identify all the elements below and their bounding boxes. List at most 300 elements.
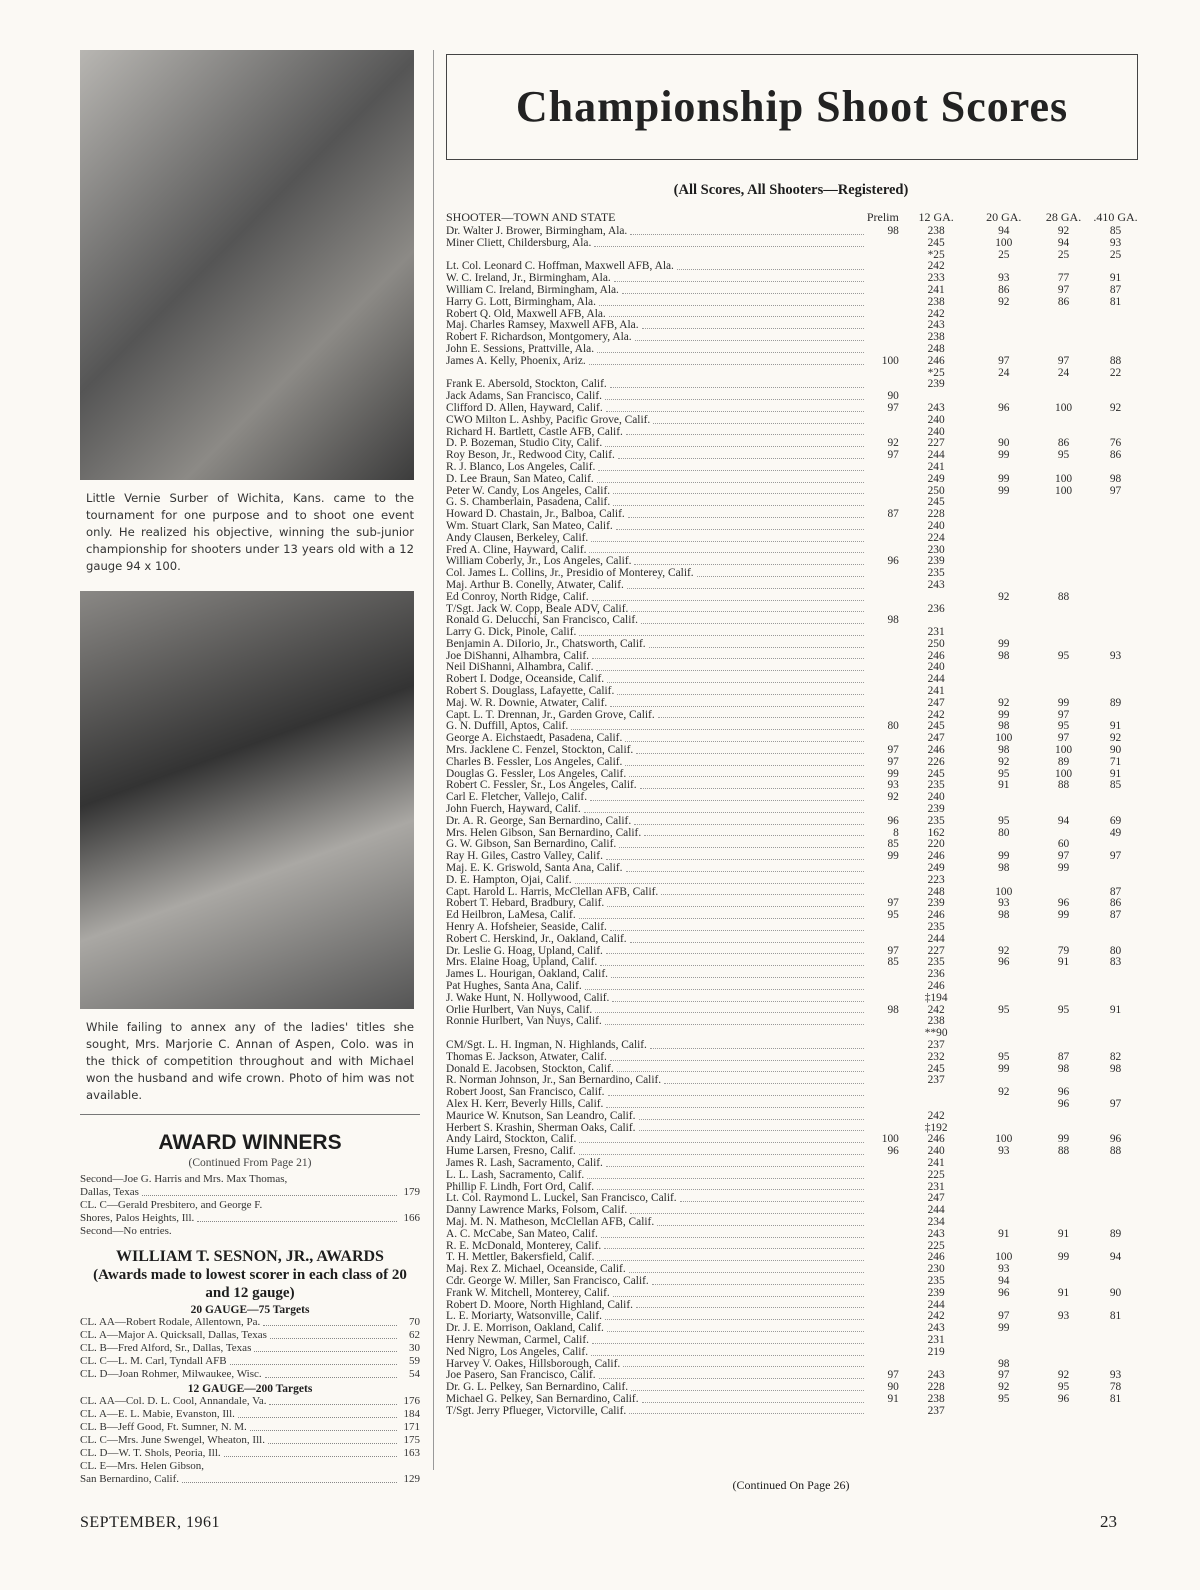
score-410ga: 86 xyxy=(1109,897,1122,910)
award-text: Shores, Palos Heights, Ill. xyxy=(80,1212,195,1224)
shooter-name: Ed Conroy, North Ridge, Calif. xyxy=(446,591,589,603)
score-410ga xyxy=(1091,875,1140,887)
table-row xyxy=(446,733,1140,745)
score-12ga: 238 xyxy=(927,1015,945,1028)
score-410ga xyxy=(1091,497,1140,509)
score-28ga xyxy=(1036,1193,1091,1205)
gauge20-text: CL. B—Fred Alford, Sr., Dallas, Texas xyxy=(80,1342,252,1354)
gauge20-text: CL. D—Joan Rohmer, Milwaukee, Wisc. xyxy=(80,1368,262,1380)
table-row xyxy=(446,1028,1140,1040)
shooter-name: Cdr. George W. Miller, San Francisco, Calif. xyxy=(446,1275,649,1287)
shooter-name: R. Norman Johnson, Jr., San Bernardino, Calif. xyxy=(446,1075,662,1087)
shooter-cell xyxy=(446,556,866,568)
leader-dots xyxy=(606,1099,863,1108)
shooter-name: Roy Beson, Jr., Redwood City, Calif. xyxy=(446,450,615,462)
prelim-score xyxy=(866,1205,901,1217)
score-12ga: 240 xyxy=(927,413,945,426)
score-12ga: 242 xyxy=(927,708,945,721)
score-410ga: 81 xyxy=(1109,1310,1122,1323)
shooter-name: John Fuerch, Hayward, Calif. xyxy=(446,804,581,816)
prelim-score xyxy=(866,674,901,686)
shooter-name: Pat Hughes, Santa Ana, Calif. xyxy=(446,981,582,992)
shooter-name: Carl E. Fletcher, Vallejo, Calif. xyxy=(446,792,588,804)
shooter-cell xyxy=(446,1075,866,1087)
score-20ga: 91 xyxy=(998,779,1010,792)
photo-vernie-surber xyxy=(80,50,414,480)
leader-dots xyxy=(268,1443,397,1444)
shooter-cell xyxy=(446,1382,866,1394)
gauge20-line xyxy=(80,1368,420,1381)
leader-dots xyxy=(657,1217,863,1226)
score-410ga xyxy=(1091,1406,1140,1418)
score-12ga: 242 xyxy=(927,260,945,273)
table-row xyxy=(446,757,1140,769)
prelim-score: 92 xyxy=(887,437,899,450)
table-row xyxy=(446,450,1140,462)
score-410ga: 97 xyxy=(1109,850,1122,863)
score-28ga xyxy=(1036,993,1091,1005)
score-12ga: 228 xyxy=(927,508,945,521)
score-28ga: 96 xyxy=(1057,1097,1070,1110)
shooter-name: Howard D. Chastain, Jr., Balboa, Calif. xyxy=(446,509,625,521)
table-row xyxy=(446,887,1140,899)
score-410ga xyxy=(1091,1075,1140,1087)
shooter-cell xyxy=(446,627,866,639)
shooter-cell xyxy=(446,1288,866,1300)
shooter-name: G. N. Duffill, Aptos, Calif. xyxy=(446,721,569,733)
score-20ga xyxy=(971,545,1036,557)
score-12ga: 235 xyxy=(927,1274,945,1287)
score-12ga: 223 xyxy=(927,873,945,886)
shooter-cell xyxy=(446,285,866,297)
score-28ga xyxy=(1036,1016,1091,1028)
prelim-score: 85 xyxy=(887,838,899,851)
shooter-name: Frank W. Mitchell, Monterey, Calif. xyxy=(446,1287,610,1299)
table-row xyxy=(446,651,1140,663)
leader-dots xyxy=(653,415,863,424)
score-28ga: 92 xyxy=(1057,225,1070,237)
prelim-score xyxy=(866,1311,901,1323)
score-28ga xyxy=(1036,615,1091,627)
prelim-score xyxy=(866,1217,901,1229)
leader-dots xyxy=(625,757,863,766)
shooter-cell xyxy=(446,1347,866,1359)
leader-dots xyxy=(606,1158,864,1167)
score-410ga xyxy=(1091,1170,1140,1182)
table-row xyxy=(446,1217,1140,1229)
score-12ga: 245 xyxy=(927,236,945,249)
leader-dots xyxy=(269,1404,397,1405)
leader-dots xyxy=(613,486,863,495)
score-12ga: 241 xyxy=(927,283,945,296)
score-20ga xyxy=(971,1193,1036,1205)
leader-dots xyxy=(635,332,864,341)
score-12ga: 240 xyxy=(927,1145,945,1158)
leader-dots xyxy=(607,1323,864,1332)
shooter-cell xyxy=(446,604,866,616)
score-28ga xyxy=(1036,1217,1091,1229)
table-row xyxy=(446,1123,1140,1135)
prelim-score xyxy=(866,1087,901,1099)
prelim-score xyxy=(866,1028,901,1040)
score-28ga: 88 xyxy=(1057,779,1070,792)
shooter-name: Herbert S. Krashin, Sherman Oaks, Calif. xyxy=(446,1122,636,1134)
score-12ga: *25 xyxy=(927,366,945,379)
shooter-name: L. L. Lash, Sacramento, Calif. xyxy=(446,1169,585,1181)
prelim-score: 100 xyxy=(881,1133,899,1146)
shooter-name: D. E. Hampton, Ojai, Calif. xyxy=(446,874,572,886)
score-410ga: 88 xyxy=(1109,354,1122,367)
score-12ga: 239 xyxy=(927,555,945,568)
shooter-cell xyxy=(446,1264,866,1276)
score-20ga: 86 xyxy=(998,283,1010,296)
score-20ga: 100 xyxy=(995,1251,1013,1264)
table-row xyxy=(446,1111,1140,1123)
score-12ga: 235 xyxy=(927,779,945,792)
continued-note: (Continued On Page 26) xyxy=(732,1478,850,1492)
table-row xyxy=(446,580,1140,592)
shooter-name: Maj. M. N. Matheson, McClellan AFB, Calif. xyxy=(446,1216,655,1228)
leader-dots xyxy=(605,1311,864,1320)
shooter-cell xyxy=(446,1040,866,1052)
score-410ga: 89 xyxy=(1109,696,1122,709)
leader-dots xyxy=(630,934,864,943)
score-12ga: 231 xyxy=(927,1180,945,1193)
shooter-cell xyxy=(446,898,866,910)
score-20ga: 92 xyxy=(998,1381,1010,1394)
gauge12-score: 171 xyxy=(403,1421,420,1433)
score-410ga xyxy=(1091,509,1140,521)
shooter-cell xyxy=(446,332,866,344)
shooter-cell xyxy=(446,320,866,332)
leader-dots xyxy=(589,356,864,365)
leader-dots xyxy=(631,604,863,613)
leader-dots xyxy=(250,1430,397,1431)
score-410ga: 92 xyxy=(1109,401,1122,414)
shooter-name: L. E. Moriarty, Watsonville, Calif. xyxy=(446,1311,602,1323)
prelim-score xyxy=(866,533,901,545)
score-20ga xyxy=(971,320,1036,332)
leader-dots xyxy=(641,615,863,624)
leader-dots xyxy=(600,957,863,966)
score-20ga xyxy=(971,969,1036,981)
shooter-name: James L. Hourigan, Oakland, Calif. xyxy=(446,969,608,981)
score-12ga: 227 xyxy=(927,944,945,957)
shooter-cell xyxy=(446,1394,866,1406)
score-20ga: 96 xyxy=(998,401,1010,414)
prelim-score: 90 xyxy=(887,1381,899,1394)
table-row xyxy=(446,1276,1140,1288)
shooter-cell xyxy=(446,1193,866,1205)
shooter-cell xyxy=(446,1111,866,1123)
shooter-name: Ronald G. Delucchi, San Francisco, Calif. xyxy=(446,615,639,627)
score-12ga: 220 xyxy=(927,838,945,851)
shooter-name: Maj. E. K. Griswold, Santa Ana, Calif. xyxy=(446,863,623,875)
shooter-cell xyxy=(446,1252,866,1264)
score-20ga xyxy=(971,993,1036,1005)
leader-dots xyxy=(263,1325,397,1326)
score-28ga xyxy=(1036,320,1091,332)
shooter-cell xyxy=(446,946,866,958)
score-20ga: 99 xyxy=(998,1322,1010,1335)
gauge12-lines xyxy=(80,1395,420,1486)
table-row xyxy=(446,1241,1140,1253)
score-28ga: 99 xyxy=(1057,1251,1070,1264)
shooter-cell xyxy=(446,497,866,509)
score-12ga: 245 xyxy=(927,496,945,509)
award-score: 179 xyxy=(403,1186,420,1198)
prelim-score: 91 xyxy=(887,1392,899,1405)
shooter-cell xyxy=(446,450,866,462)
left-column xyxy=(80,50,420,1486)
table-row xyxy=(446,320,1140,332)
score-410ga xyxy=(1091,533,1140,545)
shooter-cell xyxy=(446,438,866,450)
table-row xyxy=(446,1300,1140,1312)
table-row xyxy=(446,1016,1140,1028)
table-row xyxy=(446,698,1140,710)
score-410ga: 87 xyxy=(1109,885,1122,898)
shooter-cell xyxy=(446,273,866,285)
score-410ga: 22 xyxy=(1109,366,1122,379)
award-line xyxy=(80,1212,420,1225)
shooter-cell xyxy=(446,934,866,946)
score-12ga: 225 xyxy=(927,1239,945,1252)
score-410ga: 97 xyxy=(1109,1097,1122,1110)
table-row xyxy=(446,1370,1140,1382)
award-line xyxy=(80,1199,420,1212)
shooter-name: William Coberly, Jr., Los Angeles, Calif. xyxy=(446,556,632,568)
gauge12-score: 163 xyxy=(403,1447,420,1459)
table-row xyxy=(446,438,1140,450)
gauge12-line xyxy=(80,1447,420,1460)
shooter-name: William C. Ireland, Birmingham, Ala. xyxy=(446,284,619,296)
shooter-name: Peter W. Candy, Los Angeles, Calif. xyxy=(446,485,611,497)
score-28ga: 91 xyxy=(1057,956,1070,969)
score-12ga: 162 xyxy=(927,826,945,839)
leader-dots xyxy=(585,981,864,990)
score-28ga: 89 xyxy=(1057,755,1070,768)
score-28ga: 97 xyxy=(1057,732,1070,745)
score-12ga: 237 xyxy=(927,1074,945,1087)
score-20ga xyxy=(971,1016,1036,1028)
gauge20-score: 59 xyxy=(409,1355,420,1367)
score-12ga: 235 xyxy=(927,567,945,580)
shooter-name: George A. Eichstaedt, Pasadena, Calif. xyxy=(446,733,623,745)
table-row xyxy=(446,1229,1140,1241)
score-410ga xyxy=(1091,639,1140,651)
score-28ga: 88 xyxy=(1057,590,1070,603)
page-title: Championship Shoot Scores xyxy=(515,82,1069,131)
score-12ga: *25 xyxy=(927,248,945,261)
score-28ga xyxy=(1036,1158,1091,1170)
table-row xyxy=(446,851,1140,863)
prelim-score: 85 xyxy=(887,956,899,969)
shooter-cell xyxy=(446,769,866,781)
score-20ga: 95 xyxy=(998,1003,1010,1016)
score-410ga xyxy=(1091,1193,1140,1205)
table-row xyxy=(446,804,1140,816)
score-410ga xyxy=(1091,627,1140,639)
shooter-cell xyxy=(446,639,866,651)
table-row xyxy=(446,415,1140,427)
score-410ga xyxy=(1091,863,1140,875)
prelim-score: 100 xyxy=(881,354,899,367)
score-410ga: 93 xyxy=(1109,649,1122,662)
table-row xyxy=(446,427,1140,439)
prelim-score: 97 xyxy=(887,744,899,757)
leader-dots xyxy=(634,556,863,565)
prelim-score xyxy=(866,651,901,663)
shooter-cell xyxy=(446,828,866,840)
score-410ga xyxy=(1091,792,1140,804)
table-row xyxy=(446,1005,1140,1017)
score-12ga: 234 xyxy=(927,1215,945,1228)
leader-dots xyxy=(601,1229,864,1238)
gauge12-text: CL. D—W. T. Shols, Peoria, Ill. xyxy=(80,1447,221,1459)
shooter-name: Fred A. Cline, Hayward, Calif. xyxy=(446,544,587,556)
prelim-score: 98 xyxy=(887,1003,899,1016)
score-28ga: 97 xyxy=(1057,708,1070,721)
table-row xyxy=(446,934,1140,946)
score-410ga: 90 xyxy=(1109,744,1122,757)
score-28ga xyxy=(1036,1276,1091,1288)
score-28ga: 95 xyxy=(1057,1003,1070,1016)
table-row xyxy=(446,1146,1140,1158)
prelim-score xyxy=(866,863,901,875)
table-row xyxy=(446,250,1140,262)
shooter-name: Charles B. Fessler, Los Angeles, Calif. xyxy=(446,756,623,768)
prelim-score: 95 xyxy=(887,909,899,922)
score-410ga: 91 xyxy=(1109,720,1122,733)
score-28ga: 99 xyxy=(1057,696,1070,709)
award-line xyxy=(80,1225,420,1238)
award-text: CL. C—Gerald Presbitero, and George F. xyxy=(80,1199,263,1211)
shooter-name: T/Sgt. Jack W. Copp, Beale ADV, Calif. xyxy=(446,603,629,615)
score-12ga: 242 xyxy=(927,1310,945,1323)
gauge20-line xyxy=(80,1355,420,1368)
table-row xyxy=(446,486,1140,498)
table-header xyxy=(446,210,1140,224)
score-20ga xyxy=(971,1111,1036,1123)
score-20ga: 98 xyxy=(998,744,1010,757)
score-28ga: 97 xyxy=(1057,850,1070,863)
leader-dots xyxy=(627,580,864,589)
score-12ga: 238 xyxy=(927,225,945,237)
gauge12-text: CL. B—Jeff Good, Ft. Sumner, N. M. xyxy=(80,1421,247,1433)
score-410ga: 69 xyxy=(1109,814,1122,827)
shooter-name: Mrs. Helen Gibson, San Bernardino, Calif. xyxy=(446,827,642,839)
score-20ga xyxy=(971,580,1036,592)
shooter-cell xyxy=(446,427,866,439)
score-28ga xyxy=(1036,1264,1091,1276)
score-410ga xyxy=(1091,521,1140,533)
table-row xyxy=(446,332,1140,344)
score-12ga xyxy=(901,1087,972,1099)
score-12ga: 244 xyxy=(927,1298,945,1311)
score-28ga: 87 xyxy=(1057,1050,1070,1063)
table-row xyxy=(446,1158,1140,1170)
shooter-name: Harry G. Lott, Birmingham, Ala. xyxy=(446,296,596,308)
prelim-score xyxy=(866,1323,901,1335)
score-410ga: 91 xyxy=(1109,1003,1122,1016)
table-row xyxy=(446,285,1140,297)
score-20ga: 99 xyxy=(998,484,1010,497)
shooter-name: Maj. W. R. Downie, Atwater, Calif. xyxy=(446,697,608,709)
leader-dots xyxy=(599,1370,864,1379)
score-12ga: 232 xyxy=(927,1050,945,1063)
score-20ga: 97 xyxy=(998,1310,1010,1323)
leader-dots xyxy=(607,674,863,683)
score-20ga: 93 xyxy=(998,1145,1010,1158)
table-row xyxy=(446,509,1140,521)
score-12ga: 227 xyxy=(927,437,945,450)
shooter-cell xyxy=(446,509,866,521)
score-410ga: 71 xyxy=(1109,755,1122,768)
leader-dots xyxy=(142,1195,397,1196)
shooter-cell xyxy=(446,309,866,321)
scores-table xyxy=(446,210,1140,1417)
shooter-name: Danny Lawrence Marks, Folsom, Calif. xyxy=(446,1205,628,1217)
leader-dots xyxy=(629,769,863,778)
prelim-score: 96 xyxy=(887,1145,899,1158)
leader-dots xyxy=(592,1335,864,1344)
score-20ga: 100 xyxy=(995,236,1013,249)
prelim-score xyxy=(866,1193,901,1205)
table-row xyxy=(446,1311,1140,1323)
score-28ga xyxy=(1036,875,1091,887)
photo-marjorie-annan xyxy=(80,591,414,1009)
table-row xyxy=(446,273,1140,285)
prelim-score: 92 xyxy=(887,791,899,804)
score-12ga: 238 xyxy=(927,1392,945,1405)
shooter-cell xyxy=(446,592,866,604)
shooter-name: Robert C. Herskind, Jr., Oakland, Calif. xyxy=(446,933,627,945)
score-20ga: 100 xyxy=(995,885,1013,898)
shooter-name: Lt. Col. Leonard C. Hoffman, Maxwell AFB, Ala. xyxy=(446,261,674,273)
leader-dots xyxy=(589,545,863,554)
table-row xyxy=(446,297,1140,309)
score-28ga xyxy=(1036,533,1091,545)
shooter-name: Robert S. Douglass, Lafayette, Calif. xyxy=(446,686,615,698)
prelim-score xyxy=(866,698,901,710)
shooter-name: Maj. Arthur B. Conelly, Atwater, Calif. xyxy=(446,579,624,591)
score-28ga: 77 xyxy=(1057,272,1070,285)
table-row xyxy=(446,792,1140,804)
score-410ga xyxy=(1091,309,1140,321)
score-28ga xyxy=(1036,415,1091,427)
score-20ga: 99 xyxy=(998,449,1010,462)
shooter-name: Maj. Charles Ramsey, Maxwell AFB, Ala. xyxy=(446,320,639,332)
shooter-cell xyxy=(446,910,866,922)
table-row xyxy=(446,875,1140,887)
table-row xyxy=(446,910,1140,922)
gauge20-lines xyxy=(80,1316,420,1381)
table-row xyxy=(446,1264,1140,1276)
table-row xyxy=(446,1406,1140,1418)
prelim-score: 8 xyxy=(893,826,899,839)
table-row xyxy=(446,981,1140,993)
prelim-score xyxy=(866,415,901,427)
score-410ga xyxy=(1091,580,1140,592)
score-20ga xyxy=(971,875,1036,887)
score-20ga xyxy=(971,568,1036,580)
score-410ga xyxy=(1091,1158,1140,1170)
prelim-score: 96 xyxy=(887,555,899,568)
score-28ga xyxy=(1036,639,1091,651)
award-score: 166 xyxy=(403,1212,420,1224)
shooter-name: Henry A. Hofsheier, Seaside, Calif. xyxy=(446,922,607,934)
